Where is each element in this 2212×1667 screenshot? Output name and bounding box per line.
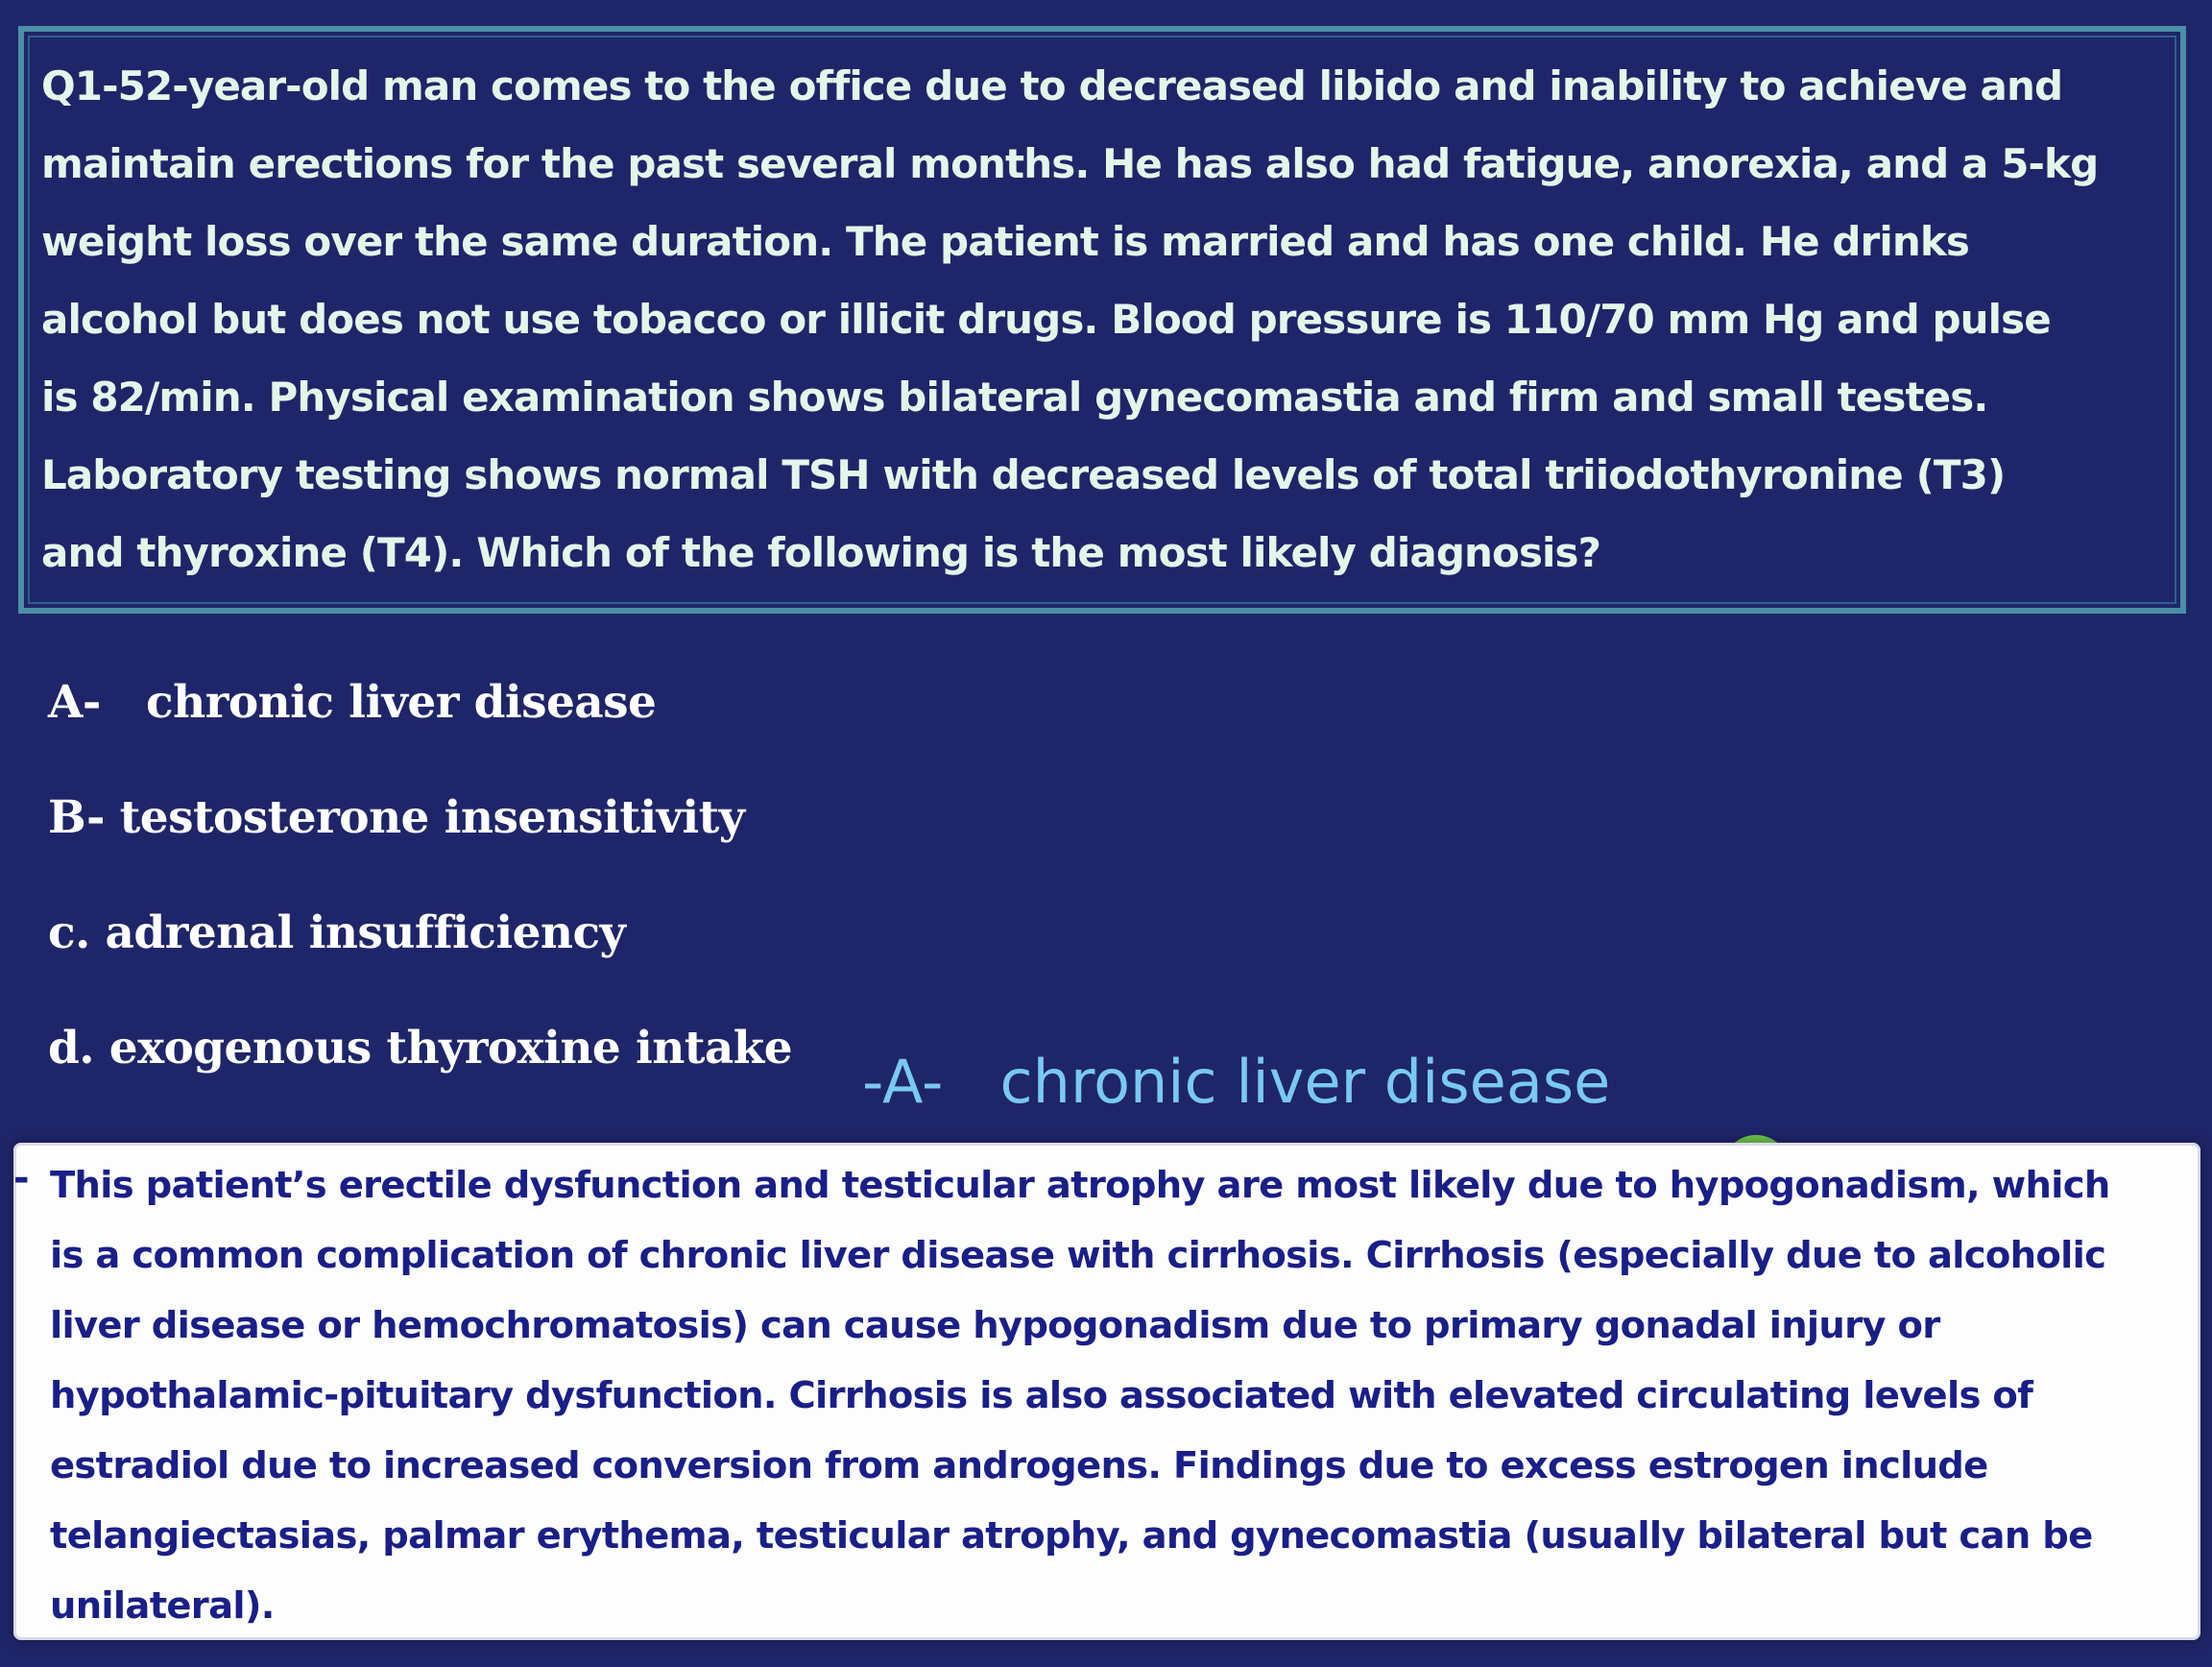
correct-answer xyxy=(862,1039,1716,1125)
correct-answer-text: -A- chronic liver disease xyxy=(862,1047,1611,1117)
option-b[interactable]: B- testosterone insensitivity xyxy=(48,791,745,844)
option-a[interactable]: A- chronic liver disease xyxy=(48,676,657,729)
bullet-dash: - xyxy=(13,1156,30,1200)
explanation-text: This patient’s erectile dysfunction and testicular atrophy are most likely due to hypogonadism, which is a common complication of chronic liver disease with cirrhosis. Cirrhosis (especially due to alcoholic liver disease or hemochromatosis) can cause hypogonadism due to primary gonadal injury or hypothalamic-pituitary dysfunction. Cirrhosis is also associated with elevated circulating levels of estradiol due to increased conversion from androgens. Findings due to excess estrogen include telangiectasias, palmar erythema, testicular atrophy, and gynecomastia (usually bilateral but can be unilateral). xyxy=(50,1164,2110,1628)
answer-options xyxy=(48,672,792,1133)
option-c[interactable]: c. adrenal insufficiency xyxy=(48,906,626,959)
check-circle-icon xyxy=(1645,1047,1716,1118)
question-text: Q1-52-year-old man comes to the office due to decreased libido and inability to achieve and maintain erections for the past several months. He has also had fatigue, anorexia, and a 5-kg weight loss over the same duration. The patient is married and has one child. He drinks alcohol but does not use tobacco or illicit drugs. Blood pressure is 110/70 mm Hg and pulse is 82/min. Physical examination shows bilateral gynecomastia and firm and small testes. Laboratory testing shows normal TSH with decreased levels of total triiodothyronine (T3) and thyroxine (T4). Which of the following is the most likely diagnosis? xyxy=(41,62,2099,576)
question-box xyxy=(18,26,2186,614)
option-d[interactable]: d. exogenous thyroxine intake xyxy=(48,1022,793,1075)
explanation-box xyxy=(13,1143,2200,1640)
